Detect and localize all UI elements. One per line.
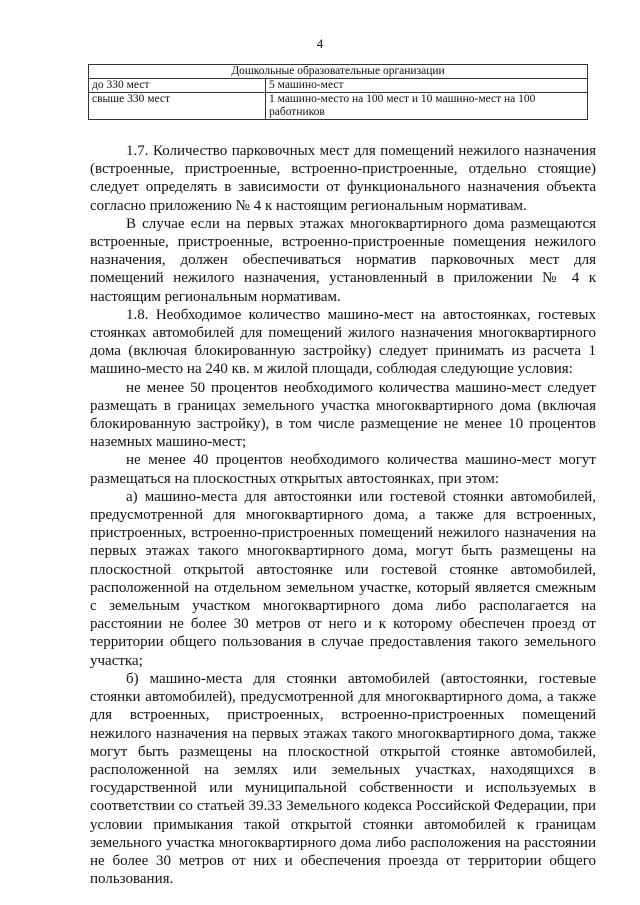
page-number: 4 bbox=[316, 36, 324, 51]
paragraph-nonresidential-first-floors: В случае если на первых этажах многоквартирного дома размещаются встроенные, пристроенные, встроенно-пристроенные помещения нежилого назначения, должен обеспечиваться норматив парковочных мест для помещений нежилого назначения, установленный в приложении № 4 к настоящим региональным нормативам. bbox=[90, 215, 596, 305]
document-body bbox=[90, 142, 596, 888]
paragraph-1-7: 1.7. Количество парковочных мест для помещений нежилого назначения (встроенные, пристроенные, встроенно-пристроенные, отдельно стоящие) следует определять в зависимости от функционального назначения объекта согласно приложению № 4 к настоящим региональным нормативам. bbox=[90, 143, 596, 214]
paragraph-item-b: б) машино-места для стоянки автомобилей (автостоянки, гостевые стоянки автомобилей), предусмотренной для многоквартирного дома, а также для встроенных, пристроенных, встроенно-пристроенных помещений нежилого назначения на первых этажах такого многоквартирного дома, также могут быть размещены на плоскостной открытой стоянке автомобилей, расположенной на землях или земельных участках, находящихся в государственной или муниципальной собственности и используемых в соответствии со статьей 39.33 Земельного кодекса Российской Федерации, при условии примыкания такой открытой стоянки автомобилей к границам земельного участка многоквартирного дома либо расположения на расстоянии не более 30 метров от них и обеспечения проезда от территории общего пользования. bbox=[90, 670, 596, 888]
table-row bbox=[89, 93, 588, 120]
table-cell-norm: 1 машино-место на 100 мест и 10 машино-мест на 100 работников bbox=[266, 93, 588, 120]
table-cell-capacity: свыше 330 мест bbox=[89, 93, 266, 120]
parking-norms-table bbox=[88, 64, 588, 120]
paragraph-condition-50-percent: не менее 50 процентов необходимого количества машино-мест следует размещать в границах земельного участка многоквартирного дома (включая блокированную застройку), в том числе размещение не менее 10 процентов наземных машино-мест; bbox=[90, 379, 596, 451]
table-cell-norm: 5 машино-мест bbox=[266, 79, 588, 93]
table-row bbox=[89, 79, 588, 93]
table-group-header: Дошкольные образовательные организации bbox=[89, 65, 588, 79]
table-cell-capacity: до 330 мест bbox=[89, 79, 266, 93]
paragraph-1-8: 1.8. Необходимое количество машино-мест на автостоянках, гостевых стоянках автомобилей для помещений жилого назначения многоквартирного дома (включая блокированную застройку) следует принимать из расчета 1 машино-место на 240 кв. м жилой площади, соблюдая следующие условия: bbox=[90, 306, 596, 378]
paragraph-item-a: а) машино-места для автостоянки или гостевой стоянки автомобилей, предусмотренной для многоквартирного дома, а также для встроенных, пристроенных, встроенно-пристроенных помещений нежилого назначения на первых этажах такого многоквартирного дома, могут быть размещены на плоскостной открытой автостоянке или гостевой стоянке автомобилей, расположенной на отдельном земельном участке, который является смежным с земельным участком многоквартирного дома либо располагается на расстоянии не более 30 метров от него и к которому обеспечен проезд от территории общего пользования в случае предоставления такого земельного участка; bbox=[90, 488, 596, 669]
paragraph-condition-40-percent: не менее 40 процентов необходимого количества машино-мест могут размещаться на плоскостных открытых автостоянках, при этом: bbox=[90, 452, 596, 487]
table-group-row bbox=[89, 65, 588, 79]
